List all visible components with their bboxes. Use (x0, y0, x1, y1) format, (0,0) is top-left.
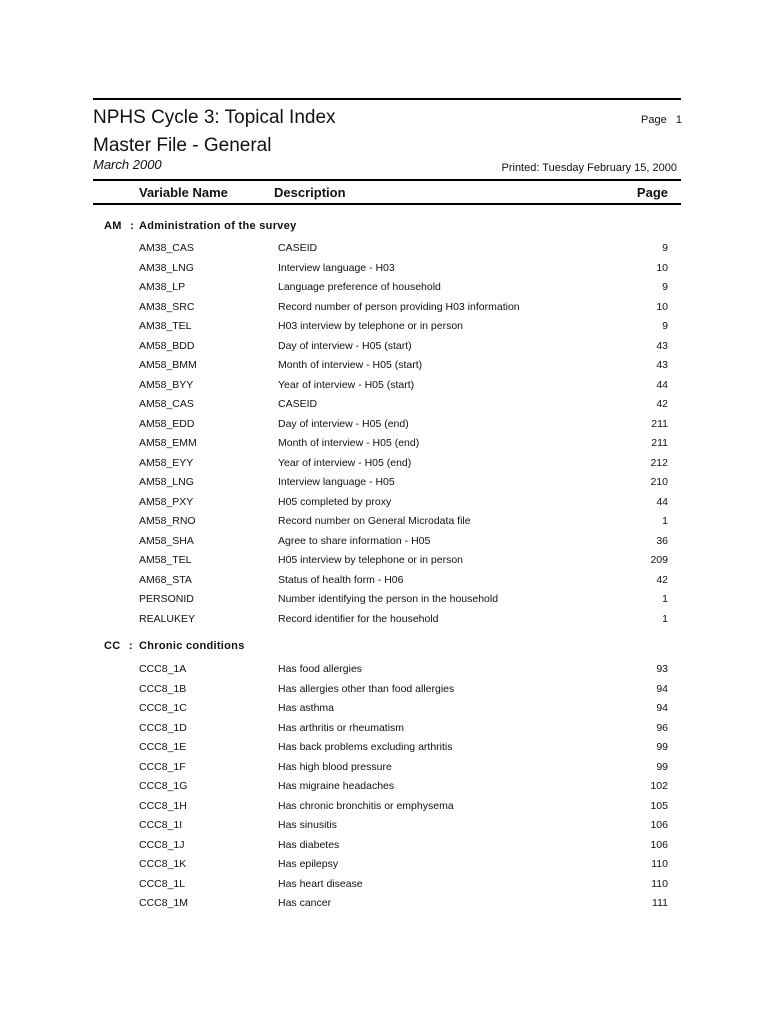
variable-description: Has diabetes (278, 838, 340, 851)
table-row (0, 554, 770, 574)
variable-description: Day of interview - H05 (end) (278, 417, 409, 430)
page-number: 1 (675, 114, 682, 126)
document-subtitle: Master File - General (93, 135, 272, 156)
variable-name: AM58_EDD (139, 417, 195, 430)
page-reference: 210 (650, 476, 668, 488)
page-indicator (641, 114, 682, 126)
page-reference: 44 (656, 378, 668, 391)
table-row (0, 535, 770, 555)
table-row (0, 722, 770, 742)
page-reference: 102 (650, 780, 668, 792)
page-reference: 99 (656, 741, 668, 753)
page-reference: 42 (656, 573, 668, 586)
variable-description: Has high blood pressure (278, 760, 392, 773)
top-rule (93, 98, 681, 100)
table-row (0, 780, 770, 800)
variable-name: CCC8_1J (139, 838, 185, 851)
variable-name: CCC8_1F (139, 760, 186, 773)
variable-name: AM58_EMM (139, 437, 197, 449)
table-row (0, 839, 770, 859)
variable-name: AM38_LNG (139, 261, 194, 274)
document-title: NPHS Cycle 3: Topical Index (93, 107, 336, 128)
page-reference: 105 (650, 799, 668, 812)
page-reference: 43 (656, 339, 668, 352)
page-reference: 9 (662, 320, 668, 332)
page-reference: 96 (656, 721, 668, 734)
variable-name: AM58_RNO (139, 515, 196, 527)
variable-name: CCC8_1B (139, 682, 187, 695)
variable-name: REALUKEY (139, 612, 196, 625)
variable-description: Interview language - H05 (278, 476, 395, 488)
variable-name: AM38_TEL (139, 320, 192, 332)
variable-description: H05 interview by telephone or in person (278, 554, 464, 566)
page-reference: 10 (656, 300, 668, 313)
variable-description: Has cancer (278, 897, 332, 909)
variable-name: AM38_SRC (139, 300, 195, 313)
table-row (0, 457, 770, 477)
page-reference: 212 (650, 456, 668, 469)
page-reference: 110 (651, 858, 668, 870)
variable-description: Has chronic bronchitis or emphysema (278, 799, 454, 812)
variable-description: Interview language - H03 (278, 261, 395, 274)
variable-description: H05 completed by proxy (278, 495, 392, 508)
variable-description: Year of interview - H05 (start) (278, 378, 415, 391)
variable-name: PERSONID (139, 593, 194, 605)
variable-name: CCC8_1A (139, 663, 187, 675)
variable-description: Has heart disease (278, 877, 363, 890)
page-label: Page (641, 114, 667, 126)
section-code: AM (104, 220, 122, 232)
table-row (0, 398, 770, 418)
variable-description: Has food allergies (278, 663, 363, 675)
page-reference: 43 (656, 359, 668, 371)
variable-name: CCC8_1M (139, 897, 189, 909)
column-header-page: Page (636, 185, 668, 200)
variable-description: Agree to share information - H05 (278, 534, 431, 547)
table-row (0, 262, 770, 282)
page-reference: 111 (652, 897, 668, 909)
variable-description: Has back problems excluding arthritis (278, 741, 453, 753)
variable-name: AM58_SHA (139, 534, 194, 547)
variable-name: CCC8_1E (139, 741, 187, 753)
variable-name: AM58_BDD (139, 339, 195, 352)
section-title: Chronic conditions (139, 640, 245, 652)
table-row (0, 320, 770, 340)
page-reference: 9 (662, 281, 668, 293)
section-title: Administration of the survey (139, 220, 297, 232)
variable-description: Record identifier for the household (278, 612, 439, 625)
variable-name: AM58_BYY (139, 378, 194, 391)
section-header-am (104, 220, 134, 232)
table-row (0, 281, 770, 301)
table-row (0, 359, 770, 379)
variable-name: AM38_CAS (139, 242, 194, 254)
page-reference: 99 (656, 760, 668, 773)
page-reference: 110 (651, 877, 668, 890)
variable-name: AM58_EYY (139, 456, 194, 469)
table-row (0, 663, 770, 683)
page-reference: 44 (656, 495, 668, 508)
variable-name: AM58_LNG (139, 476, 194, 488)
variable-description: Has arthritis or rheumatism (278, 721, 405, 734)
variable-name: CCC8_1I (139, 819, 183, 831)
variable-name: AM58_CAS (139, 398, 194, 410)
variable-description: Month of interview - H05 (end) (278, 437, 420, 449)
variable-name: AM58_PXY (139, 495, 194, 508)
variable-description: CASEID (278, 398, 318, 410)
variable-name: CCC8_1L (139, 877, 186, 890)
table-row (0, 437, 770, 457)
table-row (0, 683, 770, 703)
section-separator: : (128, 640, 133, 652)
variable-name: AM68_STA (139, 573, 192, 586)
variable-description: Has sinusitis (278, 819, 337, 831)
page-reference: 209 (650, 554, 668, 566)
variable-name: CCC8_1H (139, 799, 187, 812)
section-header-cc (104, 640, 133, 652)
variable-description: Month of interview - H05 (start) (278, 359, 423, 371)
table-row (0, 878, 770, 898)
page-reference: 1 (662, 515, 668, 527)
page-reference: 42 (656, 398, 668, 410)
variable-description: Has migraine headaches (278, 780, 395, 792)
printed-date: Printed: Tuesday February 15, 2000 (501, 162, 677, 174)
variable-description: Has epilepsy (278, 858, 339, 870)
variable-description: CASEID (278, 242, 318, 254)
variable-name: CCC8_1C (139, 702, 187, 714)
section-code: CC (104, 640, 121, 652)
table-row (0, 574, 770, 594)
variable-name: AM38_LP (139, 281, 186, 293)
variable-name: AM58_BMM (139, 359, 197, 371)
variable-description: Has allergies other than food allergies (278, 682, 455, 695)
page-reference: 211 (651, 437, 668, 449)
table-row (0, 242, 770, 262)
page-reference: 211 (651, 417, 668, 430)
table-row (0, 741, 770, 761)
table-row (0, 418, 770, 438)
header-rule (93, 179, 681, 181)
table-row (0, 800, 770, 820)
table-row (0, 593, 770, 613)
table-row (0, 858, 770, 878)
document-date: March 2000 (93, 157, 162, 172)
table-row (0, 613, 770, 633)
variable-description: Record number of person providing H03 information (278, 300, 520, 313)
variable-description: Status of health form - H06 (278, 573, 404, 586)
variable-name: CCC8_1K (139, 858, 187, 870)
variable-description: H03 interview by telephone or in person (278, 320, 464, 332)
table-row (0, 379, 770, 399)
column-header-description: Description (274, 185, 346, 200)
variable-name: CCC8_1G (139, 780, 188, 792)
page-reference: 94 (656, 682, 668, 695)
column-header-rule (93, 203, 681, 205)
page-reference: 93 (656, 663, 668, 675)
page-reference: 9 (662, 242, 668, 254)
page-reference: 106 (650, 819, 668, 831)
table-row (0, 515, 770, 535)
table-row (0, 702, 770, 722)
column-header-variable: Variable Name (139, 185, 228, 200)
variable-description: Has asthma (278, 702, 335, 714)
table-row (0, 897, 770, 917)
table-row (0, 819, 770, 839)
table-row (0, 340, 770, 360)
table-row (0, 301, 770, 321)
section-separator: : (130, 220, 135, 232)
page-reference: 106 (650, 838, 668, 851)
page-reference: 1 (662, 593, 668, 605)
variable-description: Language preference of household (278, 281, 441, 293)
variable-description: Record number on General Microdata file (278, 515, 471, 527)
table-row (0, 496, 770, 516)
table-row (0, 761, 770, 781)
variable-description: Number identifying the person in the household (278, 593, 499, 605)
variable-name: CCC8_1D (139, 721, 187, 734)
table-row (0, 476, 770, 496)
page-reference: 10 (656, 261, 668, 274)
variable-description: Day of interview - H05 (start) (278, 339, 412, 352)
variable-description: Year of interview - H05 (end) (278, 456, 412, 469)
page-reference: 36 (656, 534, 668, 547)
page-reference: 94 (656, 702, 668, 714)
variable-name: AM58_TEL (139, 554, 192, 566)
page-reference: 1 (662, 612, 668, 625)
